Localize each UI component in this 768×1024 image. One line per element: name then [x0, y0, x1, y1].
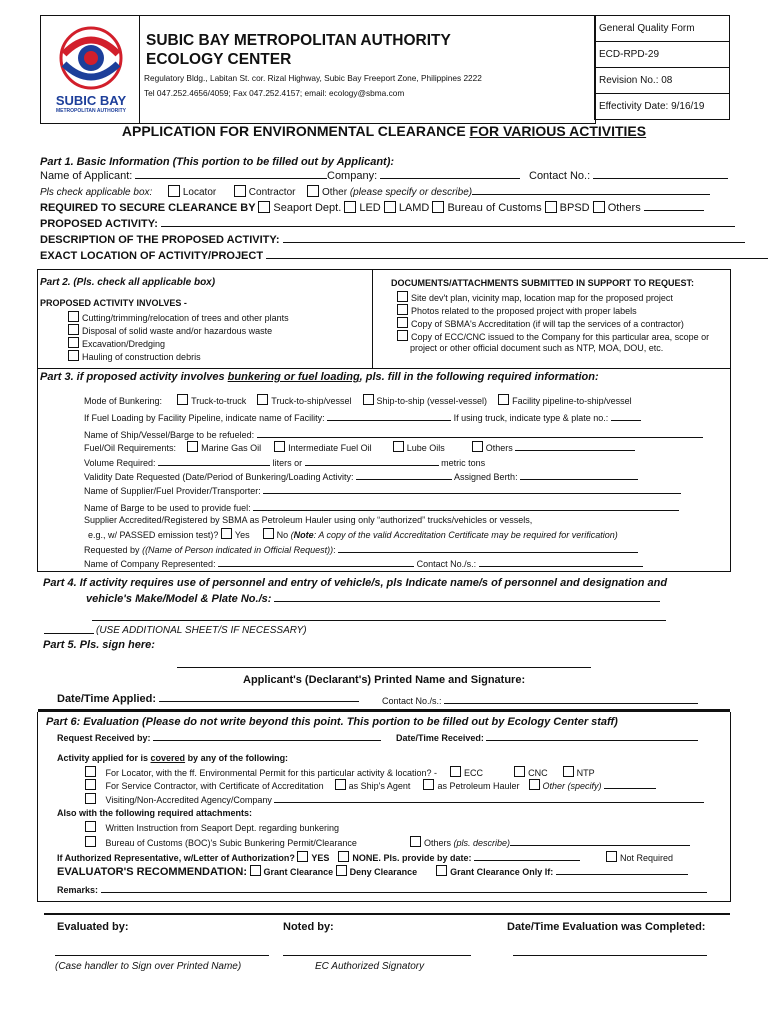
photos-label: Photos related to the proposed project with proper labels	[411, 306, 637, 316]
other-fuel-label: Others	[485, 443, 513, 453]
site-plan-checkbox[interactable]	[397, 291, 408, 302]
barge-label: Name of Barge to be used to provide fuel:	[84, 503, 251, 513]
company-rep-label: Name of Company Represented:	[84, 559, 216, 569]
truck-truck-label: Truck-to-truck	[191, 396, 247, 406]
excavation-checkbox[interactable]	[68, 337, 79, 348]
site-plan-label: Site dev't plan, vicinity map, location map for the proposed project	[411, 293, 673, 303]
supplier-label: Name of Supplier/Fuel Provider/Transporter:	[84, 486, 261, 496]
bpsd-label: BPSD	[559, 202, 590, 214]
date-applied-field[interactable]	[159, 692, 359, 702]
authorized-label: If Authorized Representative, w/Letter of Authorization?	[57, 853, 295, 863]
visiting-label: Visiting/Non-Accredited Agency/Company	[105, 795, 272, 805]
auth-yes-checkbox[interactable]	[297, 851, 308, 862]
other-checkbox[interactable]	[307, 185, 319, 197]
sbma-logo-emblem-icon	[50, 24, 132, 94]
grant-only-field[interactable]	[556, 865, 688, 875]
locator-permit-row	[85, 766, 595, 779]
personnel-field-1[interactable]	[274, 592, 660, 602]
ntp-permit-checkbox[interactable]	[563, 766, 574, 777]
ship-row	[84, 428, 703, 441]
waste-label: Disposal of solid waste and/or hazardous waste	[82, 326, 273, 336]
recommendation-row	[57, 865, 688, 878]
date-applied-row	[57, 692, 359, 706]
doc-item	[397, 317, 684, 330]
deny-checkbox[interactable]	[336, 865, 347, 876]
visiting-checkbox[interactable]	[85, 793, 96, 804]
grant-only-label: Grant Clearance Only If:	[450, 867, 554, 877]
customs-checkbox[interactable]	[432, 201, 444, 213]
lamd-checkbox[interactable]	[384, 201, 396, 213]
locator-checkbox[interactable]	[168, 185, 180, 197]
part3-heading	[40, 371, 599, 384]
ecc-label: Copy of ECC/CNC issued to the Company for this particular area, scope or	[411, 332, 710, 342]
part3-contact-label: Contact No./s.:	[416, 559, 477, 569]
ifo-checkbox[interactable]	[274, 441, 285, 452]
contact-label: Contact No.:	[529, 170, 591, 182]
petroleum-checkbox[interactable]	[423, 779, 434, 790]
center-name: ECOLOGY CENTER	[146, 51, 292, 68]
grant-checkbox[interactable]	[250, 865, 261, 876]
part5-contact-field[interactable]	[444, 694, 698, 704]
part4-note: (USE ADDITIONAL SHEET/S IF NECESSARY)	[96, 625, 307, 636]
others-attach-field[interactable]	[510, 836, 690, 846]
truck-label: If using truck, indicate type & plate no.:	[453, 413, 609, 423]
volume-label: Volume Required:	[84, 458, 156, 468]
pipeline-field[interactable]	[327, 411, 451, 421]
auth-none-label: NONE.	[352, 853, 381, 863]
applicant-name-label: Name of Applicant:	[40, 170, 133, 182]
logo-subtext: METROPOLITAN AUTHORITY	[56, 108, 126, 114]
contact-field[interactable]	[593, 169, 728, 179]
part3-heading-u: bunkering or fuel loading	[227, 371, 360, 383]
form-info-table	[594, 15, 730, 120]
pipeline-row	[84, 411, 641, 424]
bpsd-checkbox[interactable]	[545, 201, 557, 213]
accredited-row: e.g., w/ PASSED emission test)? Yes No (Note: A copy of the valid Accreditation Certificate may be required for verification)	[88, 530, 618, 540]
visiting-row	[85, 793, 704, 806]
led-label: LED	[359, 202, 381, 214]
auth-yes-label: YES	[311, 853, 330, 863]
ship-ship-checkbox[interactable]	[363, 394, 374, 405]
remarks-label: Remarks:	[57, 885, 99, 895]
description-row	[40, 233, 745, 247]
company-rep-field[interactable]	[218, 557, 414, 567]
covered-u: covered	[150, 753, 186, 763]
deny-label: Deny Clearance	[349, 867, 418, 877]
requested-field[interactable]	[338, 543, 638, 553]
ship-field[interactable]	[257, 428, 703, 438]
visiting-field[interactable]	[274, 793, 704, 803]
involves-label: PROPOSED ACTIVITY INVOLVES -	[40, 298, 187, 308]
part5-contact-row	[382, 694, 698, 707]
recommendation-label: EVALUATOR'S RECOMMENDATION:	[57, 866, 248, 878]
note-text: : A copy of the valid Accreditation Certificate may be required for verification)	[313, 530, 618, 540]
contractor-checkbox[interactable]	[234, 185, 246, 197]
others-checkbox[interactable]	[593, 201, 605, 213]
written-label: Written Instruction from Seaport Dept. regarding bunkering	[105, 823, 339, 833]
pipeline-checkbox[interactable]	[498, 394, 509, 405]
part6-heading: Part 6: Evaluation (Please do not write beyond this point. This portion to be filled out by Ecology Center staff)	[46, 716, 618, 728]
trees-label: Cutting/trimming/relocation of trees and other plants	[82, 313, 289, 323]
other-permit-label: Other	[542, 781, 566, 791]
personnel-field-3[interactable]	[44, 633, 94, 634]
accredited-line-1: Supplier Accredited/Registered by SBMA as Petroleum Hauler using only “authorized” trucks/vehicles or vessels,	[84, 515, 533, 525]
part2-heading: Part 2. (Pls. check all applicable box)	[40, 277, 216, 288]
provide-label: Pls. provide by date:	[383, 853, 472, 863]
specify-label: (specify)	[567, 781, 602, 791]
proposed-label: PROPOSED ACTIVITY:	[40, 218, 158, 230]
personnel-field-2[interactable]	[92, 620, 666, 621]
not-required-checkbox[interactable]	[606, 851, 617, 862]
accredited-no-checkbox[interactable]	[263, 528, 274, 539]
requested-row: Requested by ((Name of Person indicated in Official Request)):	[84, 543, 638, 556]
berth-label: Assigned Berth:	[454, 472, 518, 482]
ecc-checkbox[interactable]	[397, 330, 408, 341]
fuel-label: Fuel/Oil Requirements:	[84, 443, 177, 453]
written-row	[85, 821, 339, 834]
barge-row	[84, 501, 679, 514]
org-name: SUBIC BAY METROPOLITAN AUTHORITY	[146, 32, 451, 49]
others-attach-row	[410, 836, 690, 849]
also-label: Also with the following required attachments:	[57, 808, 253, 818]
ship-label: Name of Ship/Vessel/Barge to be refueled:	[84, 430, 255, 440]
location-field[interactable]	[266, 249, 768, 259]
location-label: EXACT LOCATION OF ACTIVITY/PROJECT	[40, 250, 264, 262]
trees-checkbox[interactable]	[68, 311, 79, 322]
applicant-name-row	[40, 169, 327, 183]
docs-heading: DOCUMENTS/ATTACHMENTS SUBMITTED IN SUPPORT TO REQUEST:	[391, 278, 695, 288]
led-checkbox[interactable]	[344, 201, 356, 213]
pipeline-label: If Fuel Loading by Facility Pipeline, indicate name of Facility:	[84, 413, 325, 423]
applicant-name-field[interactable]	[135, 169, 327, 179]
doc-item	[397, 291, 673, 304]
grant-only-checkbox[interactable]	[436, 865, 447, 876]
part4-heading: Part 4. If activity requires use of personnel and entry of vehicle/s, pls Indicate name/s of personnel and designation and	[43, 577, 668, 589]
others-attach-checkbox[interactable]	[410, 836, 421, 847]
accredited-line-2: e.g., w/ PASSED emission test)?	[88, 530, 219, 540]
other-field[interactable]	[472, 185, 710, 195]
mgo-checkbox[interactable]	[187, 441, 198, 452]
locator-permit-label: For Locator, with the ff. Environmental Permit for this particular activity & location? -	[105, 768, 437, 778]
ntp-permit-label: NTP	[576, 768, 595, 778]
doc-item	[397, 330, 709, 343]
truck-ship-label: Truck-to-ship/vessel	[271, 396, 352, 406]
part5-heading: Part 5. Pls. sign here:	[43, 639, 155, 651]
date-received-row	[396, 731, 698, 744]
ship-ship-label: Ship-to-ship (vessel-vessel)	[376, 396, 488, 406]
covered-heading	[57, 753, 288, 764]
ships-agent-checkbox[interactable]	[335, 779, 346, 790]
date-received-label: Date/Time Received:	[396, 733, 484, 743]
berth-field[interactable]	[520, 470, 638, 480]
excavation-label: Excavation/Dredging	[82, 339, 166, 349]
other-permit-checkbox[interactable]	[529, 779, 540, 790]
contact-row	[529, 169, 728, 183]
accredited-no-label: No	[276, 530, 289, 540]
description-field[interactable]	[283, 233, 745, 243]
company-rep-row	[84, 557, 643, 570]
petroleum-label: as Petroleum Hauler	[437, 781, 520, 791]
others-label: Others	[607, 202, 641, 214]
form-info-type: General Quality Form	[595, 16, 730, 42]
hauling-label: Hauling of construction debris	[82, 352, 201, 362]
received-row	[57, 731, 381, 744]
contractor-permit-checkbox[interactable]	[85, 779, 96, 790]
signature-label: Applicant's (Declarant's) Printed Name and Signature:	[243, 674, 526, 686]
boc-label: Bureau of Customs (BOC)'s Subic Bunkering Permit/Clearance	[105, 838, 357, 848]
remarks-row	[57, 883, 707, 896]
other-label: Other	[322, 187, 348, 198]
seaport-checkbox[interactable]	[258, 201, 270, 213]
contractor-permit-label: For Service Contractor, with Certificate of Accreditation	[105, 781, 324, 791]
description-label: DESCRIPTION OF THE PROPOSED ACTIVITY:	[40, 234, 280, 246]
footer-rule	[44, 913, 730, 915]
customs-label: Bureau of Customs	[447, 202, 542, 214]
involves-item	[68, 337, 165, 350]
date-applied-label: Date/Time Applied:	[57, 693, 157, 705]
requested-note: (Name of Person indicated in Official Request)	[145, 545, 331, 555]
note-label: Note	[293, 530, 314, 540]
cnc-permit-checkbox[interactable]	[514, 766, 525, 777]
other-fuel-checkbox[interactable]	[472, 441, 483, 452]
accredited-yes-label: Yes	[234, 530, 250, 540]
supplier-field[interactable]	[263, 484, 681, 494]
signature-field[interactable]	[177, 667, 591, 668]
lamd-label: LAMD	[398, 202, 430, 214]
noted-label: Noted by:	[283, 921, 334, 933]
hauling-checkbox[interactable]	[68, 350, 79, 361]
covered-b: by any of the following:	[185, 753, 289, 763]
logo-divider	[139, 15, 140, 123]
written-checkbox[interactable]	[85, 821, 96, 832]
part3-contact-field[interactable]	[479, 557, 643, 567]
waste-checkbox[interactable]	[68, 324, 79, 335]
form-info-effectivity: Effectivity Date: 9/16/19	[595, 94, 730, 120]
other-fuel-field[interactable]	[515, 441, 635, 451]
locator-label: Locator	[182, 187, 217, 198]
truck-field[interactable]	[611, 411, 641, 421]
org-contact: Tel 047.252.4656/4059; Fax 047.252.4157; email: ecology@sbma.com	[144, 88, 405, 98]
lube-label: Lube Oils	[406, 443, 445, 453]
locator-permit-checkbox[interactable]	[85, 766, 96, 777]
seaport-label: Seaport Dept.	[273, 202, 342, 214]
contractor-label: Contractor	[248, 187, 296, 198]
not-required-row	[606, 851, 673, 864]
part3-heading-b: , pls. fill in the following required information:	[359, 371, 599, 383]
volume-tons-field[interactable]	[305, 456, 439, 466]
ecc-label-cont: project or other official document such as NTP, MOA, DOU, etc.	[410, 343, 664, 353]
company-label: Company:	[327, 170, 378, 182]
grant-label: Grant Clearance	[263, 867, 334, 877]
check-label: Pls check applicable box:	[40, 187, 153, 198]
applicant-type-row	[40, 185, 710, 199]
required-label: REQUIRED TO SECURE CLEARANCE BY	[40, 202, 256, 214]
noted-sign-field[interactable]	[283, 955, 471, 956]
part2-divider	[372, 269, 373, 368]
completed-field[interactable]	[513, 955, 707, 956]
liters-label: liters or	[272, 458, 303, 468]
truck-ship-checkbox[interactable]	[257, 394, 268, 405]
org-address: Regulatory Bldg., Labitan St. cor. Rizal Highway, Subic Bay Freeport Zone, Philippines 2222	[144, 73, 482, 83]
involves-item	[68, 311, 289, 324]
form-title-main: APPLICATION FOR ENVIRONMENTAL CLEARANCE	[121, 123, 470, 139]
boc-row	[85, 836, 357, 849]
cnc-permit-label: CNC	[528, 768, 548, 778]
boc-checkbox[interactable]	[85, 836, 96, 847]
auth-none-checkbox[interactable]	[338, 851, 349, 862]
validity-field[interactable]	[356, 470, 452, 480]
company-row	[327, 169, 520, 183]
authorized-row	[57, 851, 580, 864]
provide-field[interactable]	[474, 851, 580, 861]
mgo-label: Marine Gas Oil	[201, 443, 262, 453]
part3-heading-a: Part 3. if proposed activity involves	[40, 371, 228, 383]
describe-label: (pls. describe)	[453, 838, 511, 848]
fuel-row	[84, 441, 635, 454]
validity-row	[84, 470, 638, 483]
received-by-field[interactable]	[153, 731, 381, 741]
lube-checkbox[interactable]	[393, 441, 404, 452]
part5-contact-label: Contact No./s.:	[382, 696, 442, 706]
others-field[interactable]	[644, 201, 704, 211]
case-handler-label: (Case handler to Sign over Printed Name)	[55, 961, 242, 972]
required-row	[40, 201, 704, 215]
completed-label: Date/Time Evaluation was Completed:	[507, 921, 706, 933]
contractor-permit-row	[85, 779, 656, 792]
involves-item	[68, 350, 201, 363]
evaluated-sign-field[interactable]	[55, 955, 269, 956]
truck-truck-checkbox[interactable]	[177, 394, 188, 405]
logo-text: SUBIC BAY	[55, 93, 127, 108]
ifo-label: Intermediate Fuel Oil	[288, 443, 372, 453]
volume-row	[84, 456, 485, 469]
photos-checkbox[interactable]	[397, 304, 408, 315]
ecc-permit-label: ECC	[464, 768, 484, 778]
received-by-label: Request Received by:	[57, 733, 151, 743]
mode-row	[84, 394, 632, 407]
other-note: (please specify or describe)	[349, 187, 473, 198]
validity-label: Validity Date Requested (Date/Period of Bunkering/Loading Activity:	[84, 472, 354, 482]
ecc-permit-checkbox[interactable]	[450, 766, 461, 777]
barge-field[interactable]	[253, 501, 679, 511]
part4-heading-2: vehicle's Make/Model & Plate No./s:	[86, 593, 272, 605]
involves-item	[68, 324, 272, 337]
doc-item	[397, 304, 637, 317]
location-row	[40, 249, 768, 263]
form-info-code: ECD-RPD-29	[595, 42, 730, 68]
accredited-yes-checkbox[interactable]	[221, 528, 232, 539]
company-field[interactable]	[380, 169, 520, 179]
pipeline-mode-label: Facility pipeline-to-ship/vessel	[512, 396, 632, 406]
ships-agent-label: as Ship's Agent	[348, 781, 411, 791]
supplier-row	[84, 484, 681, 497]
metric-label: metric tons	[441, 458, 486, 468]
proposed-row	[40, 217, 735, 231]
requested-label: Requested by	[84, 545, 140, 555]
signatory-label: EC Authorized Signatory	[315, 961, 425, 972]
not-required-label: Not Required	[620, 853, 674, 863]
proposed-field[interactable]	[161, 217, 735, 227]
accreditation-label: Copy of SBMA's Accreditation (if will tap the services of a contractor)	[411, 319, 684, 329]
mode-label: Mode of Bunkering:	[84, 396, 163, 406]
evaluated-label: Evaluated by:	[57, 921, 129, 933]
form-title-underlined: FOR VARIOUS ACTIVITIES	[469, 123, 647, 139]
form-title	[0, 123, 768, 139]
volume-liters-field[interactable]	[158, 456, 270, 466]
others-attach-label: Others	[424, 838, 452, 848]
remarks-field[interactable]	[101, 883, 707, 893]
date-received-field[interactable]	[486, 731, 698, 741]
form-info-revision: Revision No.: 08	[595, 68, 730, 94]
covered-a: Activity applied for is	[57, 753, 151, 763]
part1-heading: Part 1. Basic Information (This portion to be filled out by Applicant):	[40, 156, 395, 168]
part4-row	[86, 592, 660, 606]
sbma-logo	[50, 24, 132, 116]
other-permit-field[interactable]	[604, 779, 656, 789]
accreditation-checkbox[interactable]	[397, 317, 408, 328]
